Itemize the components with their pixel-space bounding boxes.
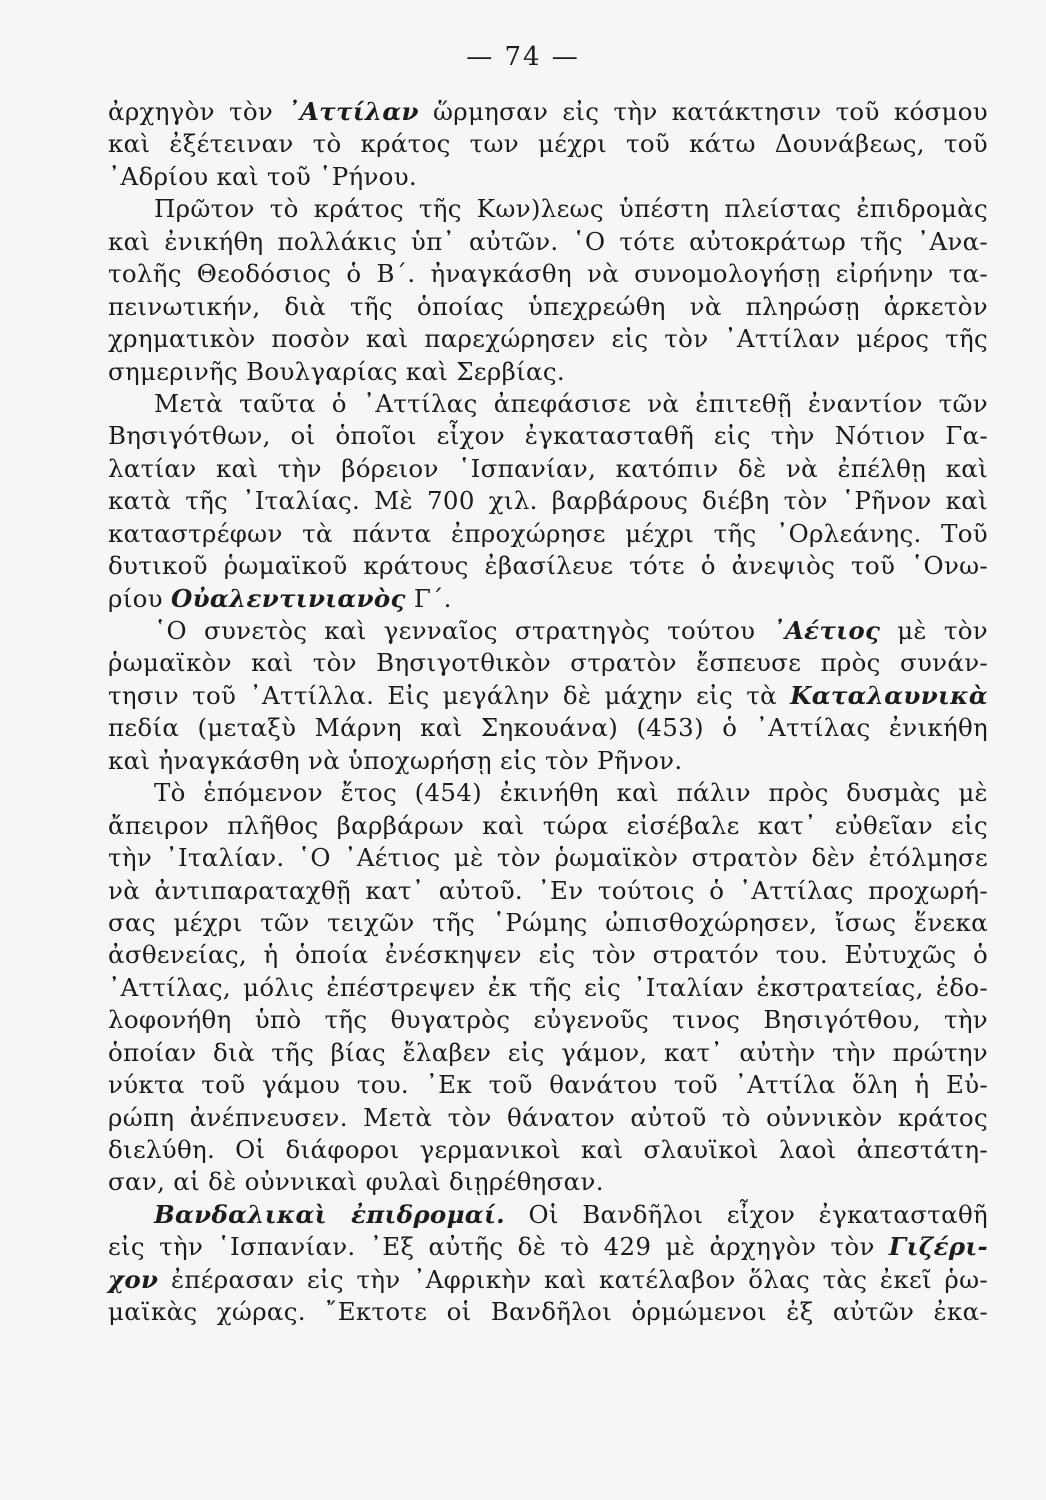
line-text: λοφονήθη ὑπὸ τῆς θυγατρὸς εὐγενοῦς τινος Βησιγότθου, τὴν [108,1005,988,1035]
text-line [108,1102,988,1134]
line-text: τολῆς Θεοδόσιος ὁ Β΄. ἠναγκάσθη νὰ συνομολογήσῃ εἰρήνην τα- [108,259,988,289]
text-line [108,128,988,160]
text-line [108,842,988,874]
line-text: ῾Ο συνετὸς καὶ γενναῖος στρατηγὸς τούτου [154,616,773,645]
text-line [108,712,988,744]
line-text: Γ΄. [405,583,452,613]
line-text: Μετὰ ταῦτα ὁ ᾿Αττίλας ἀπεφάσισε νὰ ἐπιτεθῇ ἐναντίον τῶν [154,388,988,418]
line-text: σας μέχρι τῶν τειχῶν τῆς ῾Ρώμης ὠπισθοχώρησεν, ἴσως ἕνεκα [108,907,988,937]
line-text: Βησιγότθων, οἱ ὁποῖοι εἶχον ἐγκατασταθῆ εἰς τὴν Νότιον Γα- [108,421,988,451]
text-line [108,1296,988,1328]
line-text: νὰ ἀντιπαραταχθῇ κατ᾿ αὐτοῦ. ᾿Εν τούτοις ὁ ᾿Αττίλας προχωρή- [108,875,988,905]
line-text: δυτικοῦ ῥωμαϊκοῦ κράτους ἐβασίλευε τότε ὁ ἀνεψιὸς τοῦ ῾Ονω- [108,551,988,581]
line-text: ἀρχηγὸν τὸν [108,97,288,126]
line-text: ὁποίαν διὰ τῆς βίας ἔλαβεν εἰς γάμον, κατ᾿ αὐτὴν τὴν πρώτην [108,1037,988,1067]
line-text: νύκτα τοῦ γάμου του. ᾿Εκ τοῦ θανάτου τοῦ ᾿Αττίλα ὅλη ἡ Εὐ- [108,1070,988,1100]
text-line [108,1264,988,1296]
text-line [108,907,988,939]
line-text: καταστρέφων τὰ πάντα ἐπροχώρησε μέχρι τῆς ᾿Ορλεάνης. Τοῦ [108,518,988,548]
line-text: καὶ ἐξέτειναν τὸ κράτος των μέχρι τοῦ κάτω Δουνάβεως, τοῦ [108,129,988,159]
line-text: Οἱ Βανδῆλοι εἶχον ἐγκατασταθῆ [504,1199,988,1229]
text-line [108,745,988,777]
body-text [108,96,988,1329]
line-text: τησιν τοῦ ᾿Αττίλλα. Εἰς μεγάλην δὲ μάχην εἰς τὰ [108,680,791,710]
line-text: πεινωτικήν, διὰ τῆς ὁποίας ὑπεχρεώθη νὰ πληρώσῃ ἀρκετὸν [108,291,988,321]
text-line [108,291,988,323]
text-line [108,939,988,971]
text-line [108,972,988,1004]
line-text: ἀσθενείας, ἡ ὁποία ἐνέσκηψεν εἰς τὸν στρατόν του. Εὐτυχῶς ὁ [108,940,988,970]
text-line [108,1199,988,1231]
text-line [108,226,988,258]
emphasized-term: ᾿Αέτιος [772,616,881,645]
line-text: ὥρμησαν εἰς τὴν κατάκτησιν τοῦ κόσμου [418,97,988,126]
text-line [108,323,988,355]
line-text: σημερινῆς Βουλγαρίας καὶ Σερβίας. [108,356,565,386]
line-text: τὴν ᾿Ιταλίαν. ῾Ο ᾿Αέτιος μὲ τὸν ῥωμαϊκὸν στρατὸν δὲν ἐτόλμησε [108,843,988,873]
text-line [108,615,988,647]
emphasized-term: Γιζέρι- [888,1232,988,1262]
line-text: Τὸ ἑπόμενον ἔτος (454) ἐκινήθη καὶ πάλιν πρὸς δυσμὰς μὲ [154,778,988,808]
line-text: χρηματικὸν ποσὸν καὶ παρεχώρησεν εἰς τὸν ᾿Αττίλαν μέρος τῆς [108,324,988,354]
text-line [108,1004,988,1036]
text-line [108,1231,988,1263]
line-text: μαϊκὰς χώρας. ῎Εκτοτε οἱ Βανδῆλοι ὁρμώμενοι ἐξ αὐτῶν ἐκα- [108,1297,988,1327]
text-line [108,193,988,225]
text-line [108,777,988,809]
line-text: Πρῶτον τὸ κράτος τῆς Κων)λεως ὑπέστη πλείστας ἐπιδρομὰς [154,194,988,224]
line-text: ᾿Αττίλας, μόλις ἐπέστρεψεν ἐκ τῆς εἰς ᾿Ιταλίαν ἐκστρατείας, ἐδο- [108,972,988,1002]
line-text: κατὰ τῆς ᾿Ιταλίας. Μὲ 700 χιλ. βαρβάρους διέβη τὸν ῾Ρῆνον καὶ [108,486,988,516]
emphasized-term: Καταλαυνικὰ [790,680,988,710]
line-text: λατίαν καὶ τὴν βόρειον ῾Ισπανίαν, κατόπιν δὲ νὰ ἐπέλθῃ καὶ [108,453,988,483]
text-line [108,258,988,290]
emphasized-term: Οὐαλεντινιανὸς [170,583,406,613]
emphasized-term: χον [108,1264,159,1294]
line-text: ἐπέρασαν εἰς τὴν ᾿Αφρικὴν καὶ κατέλαβον ὅλας τὰς ἐκεῖ ῥω- [158,1264,988,1294]
text-line [108,1037,988,1069]
text-line [108,1069,988,1101]
text-line [108,875,988,907]
text-line [108,356,988,388]
text-line [108,161,988,193]
text-line [108,96,988,128]
page-number: — 74 — [466,42,580,72]
line-text: σαν, αἱ δὲ οὐννικαὶ φυλαὶ διῃρέθησαν. [108,1167,604,1197]
text-line [108,647,988,679]
text-line [108,680,988,712]
text-line [108,518,988,550]
line-text: πεδία (μεταξὺ Μάρνη καὶ Σηκουάνα) (453) ὁ ᾿Αττίλας ἐνικήθη [108,713,988,743]
emphasized-term: ᾿Αττίλαν [287,97,419,126]
text-line [108,550,988,582]
line-text: διελύθη. Οἱ διάφοροι γερμανικοὶ καὶ σλαυϊκοὶ λαοὶ ἀπεστάτη- [108,1135,988,1164]
line-text: καὶ ἠναγκάσθη νὰ ὑποχωρήσῃ εἰς τὸν Ρῆνον. [108,745,683,775]
line-text: μὲ τὸν [880,616,988,645]
line-text: ᾿Αδρίου καὶ τοῦ ῾Ρήνου. [108,161,418,191]
text-line [108,1166,988,1198]
emphasized-term: Βανδαλικαὶ ἐπιδρομαί. [154,1199,505,1229]
text-line [108,485,988,517]
text-line [108,1134,988,1166]
line-text: ρίου [108,583,171,613]
line-text: ἄπειρον πλῆθος βαρβάρων καὶ τώρα εἰσέβαλε κατ᾿ εὐθεῖαν εἰς [108,810,988,840]
text-line [108,420,988,452]
line-text: εἰς τὴν ῾Ισπανίαν. ᾿Εξ αὐτῆς δὲ τὸ 429 μὲ ἀρχηγὸν τὸν [108,1232,889,1262]
line-text: ρώπη ἀνέπνευσεν. Μετὰ τὸν θάνατον αὐτοῦ τὸ οὐννικὸν κράτος [108,1102,988,1132]
text-line [108,583,988,615]
text-line [108,810,988,842]
text-line [108,453,988,485]
text-line [108,388,988,420]
line-text: ῥωμαϊκὸν καὶ τὸν Βησιγοτθικὸν στρατὸν ἔσπευσε πρὸς συνάν- [108,648,988,678]
line-text: καὶ ἐνικήθη πολλάκις ὑπ᾿ αὐτῶν. ῾Ο τότε αὐτοκράτωρ τῆς ᾿Ανα- [108,226,988,256]
